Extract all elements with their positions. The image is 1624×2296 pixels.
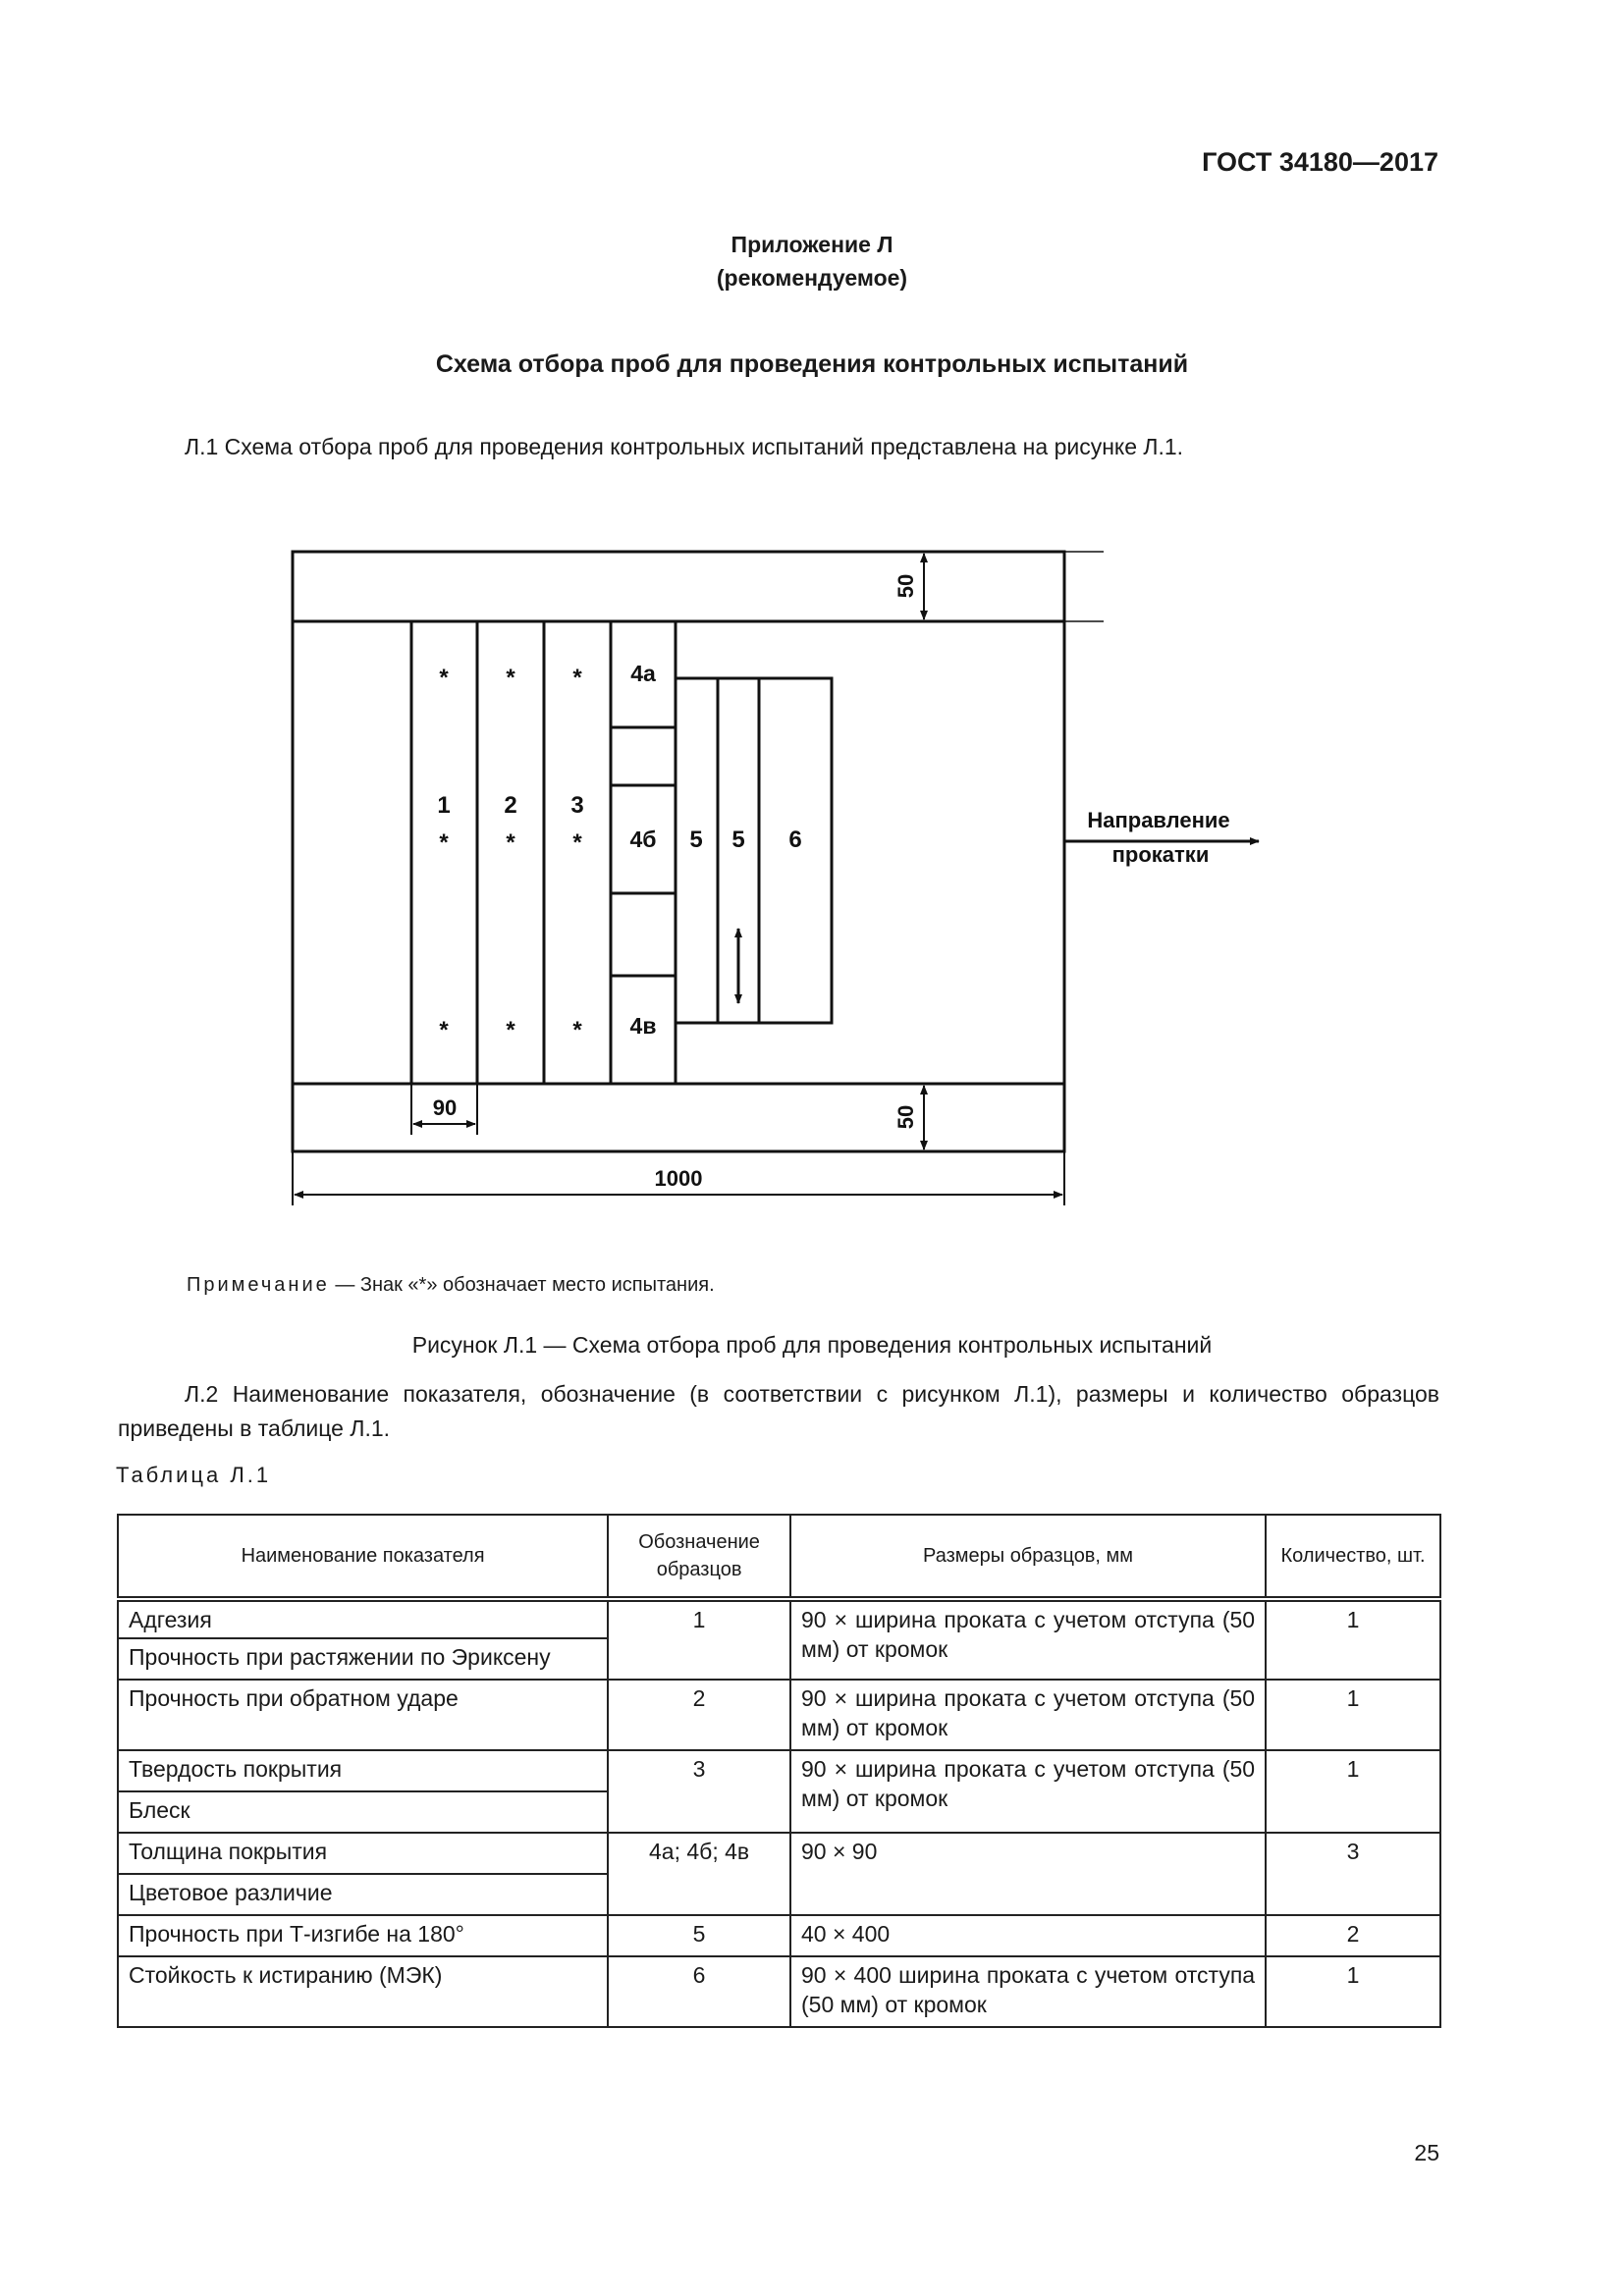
strip-label-1: 1 [437,792,451,819]
sample-label-4v: 4в [629,1013,657,1039]
strip-label-3: 3 [570,792,584,819]
cell-size: 90 × ширина проката с учетом отступа (50 мм) от кромок [790,1680,1266,1750]
sample-label-5: 5 [731,827,745,853]
page-number: 25 [1414,2140,1439,2165]
figure-note [187,1274,715,1297]
cell-name: Стойкость к истиранию (МЭК) [118,1956,608,2027]
cell-name: Прочность при растяжении по Эриксену [118,1638,608,1680]
direction-label-line2: прокатки [1111,842,1210,867]
sample-label-5: 5 [689,827,703,853]
cell-quantity: 1 [1266,1750,1440,1833]
header-designation: Обозначение образцов [608,1515,790,1599]
dim-width-label: 1000 [654,1166,703,1191]
test-star: * [439,829,449,856]
appendix-title: Приложение Л [731,232,893,257]
cell-designation: 2 [608,1680,790,1750]
cell-name: Адгезия [118,1599,608,1638]
test-star: * [572,829,582,856]
cell-quantity: 2 [1266,1915,1440,1956]
table-row [118,1680,1440,1750]
cell-name: Твердость покрытия [118,1750,608,1791]
dim-strip-label: 90 [432,1095,458,1120]
paragraph-l1: Л.1 Схема отбора проб для проведения контрольных испытаний представлена на рисунке Л.1. [185,434,1184,459]
table-row [118,1750,1440,1791]
header-size: Размеры образцов, мм [790,1515,1266,1599]
test-star: * [572,1017,582,1043]
cell-designation: 6 [608,1956,790,2027]
table-row [118,1833,1440,1874]
header-name: Наименование показателя [118,1515,608,1599]
test-star: * [506,1017,515,1043]
cell-designation: 1 [608,1599,790,1680]
dim-bottom-label: 50 [893,1104,918,1130]
direction-label-line1: Направление [1087,808,1230,832]
header-quantity: Количество, шт. [1266,1515,1440,1599]
cell-quantity: 1 [1266,1680,1440,1750]
cell-name: Цветовое различие [118,1874,608,1915]
test-star: * [506,829,515,856]
strip-label-2: 2 [504,792,517,819]
cell-name: Прочность при Т-изгибе на 180° [118,1915,608,1956]
document-id: ГОСТ 34180—2017 [1202,147,1438,177]
paragraph-l2: Л.2 Наименование показателя, обозначение (в соответствии с рисунком Л.1), размеры и количество образцов приведены в таблице Л.1. [118,1381,1439,1441]
cell-size: 90 × ширина проката с учетом отступа (50 мм) от кромок [790,1750,1266,1833]
sample-label-4b: 4б [629,827,657,852]
table-header-row [118,1515,1440,1599]
cell-designation: 4а; 4б; 4в [608,1833,790,1915]
cell-size: 90 × 400 ширина проката с учетом отступа (50 мм) от кромок [790,1956,1266,2027]
dim-top-label: 50 [893,573,918,599]
cell-size: 90 × ширина проката с учетом отступа (50 мм) от кромок [790,1599,1266,1680]
cell-name: Прочность при обратном ударе [118,1680,608,1750]
figure-caption: Рисунок Л.1 — Схема отбора проб для проведения контрольных испытаний [411,1332,1213,1358]
table-row [118,1599,1440,1638]
samples-table [117,1514,1441,2028]
table-caption: Таблица Л.1 [116,1463,272,1487]
sheet-outline [293,552,1064,1151]
appendix-subtitle: (рекомендуемое) [716,265,908,291]
table-row [118,1956,1440,2027]
cell-designation: 3 [608,1750,790,1833]
cell-quantity: 1 [1266,1956,1440,2027]
test-star: * [439,1017,449,1043]
cell-name: Блеск [118,1791,608,1833]
cell-quantity: 1 [1266,1599,1440,1680]
cell-size: 90 × 90 [790,1833,1266,1915]
note-label: Примечание [187,1274,330,1296]
test-star: * [506,665,515,691]
cell-designation: 5 [608,1915,790,1956]
sample-label-6: 6 [788,827,802,853]
cell-name: Толщина покрытия [118,1833,608,1874]
table-row [118,1915,1440,1956]
cell-quantity: 3 [1266,1833,1440,1915]
test-star: * [439,665,449,691]
section-title: Схема отбора проб для проведения контрольных испытаний [435,350,1189,378]
note-text: — Знак «*» обозначает место испытания. [329,1274,715,1296]
cell-size: 40 × 400 [790,1915,1266,1956]
test-star: * [572,665,582,691]
sample-label-4a: 4а [630,661,656,686]
